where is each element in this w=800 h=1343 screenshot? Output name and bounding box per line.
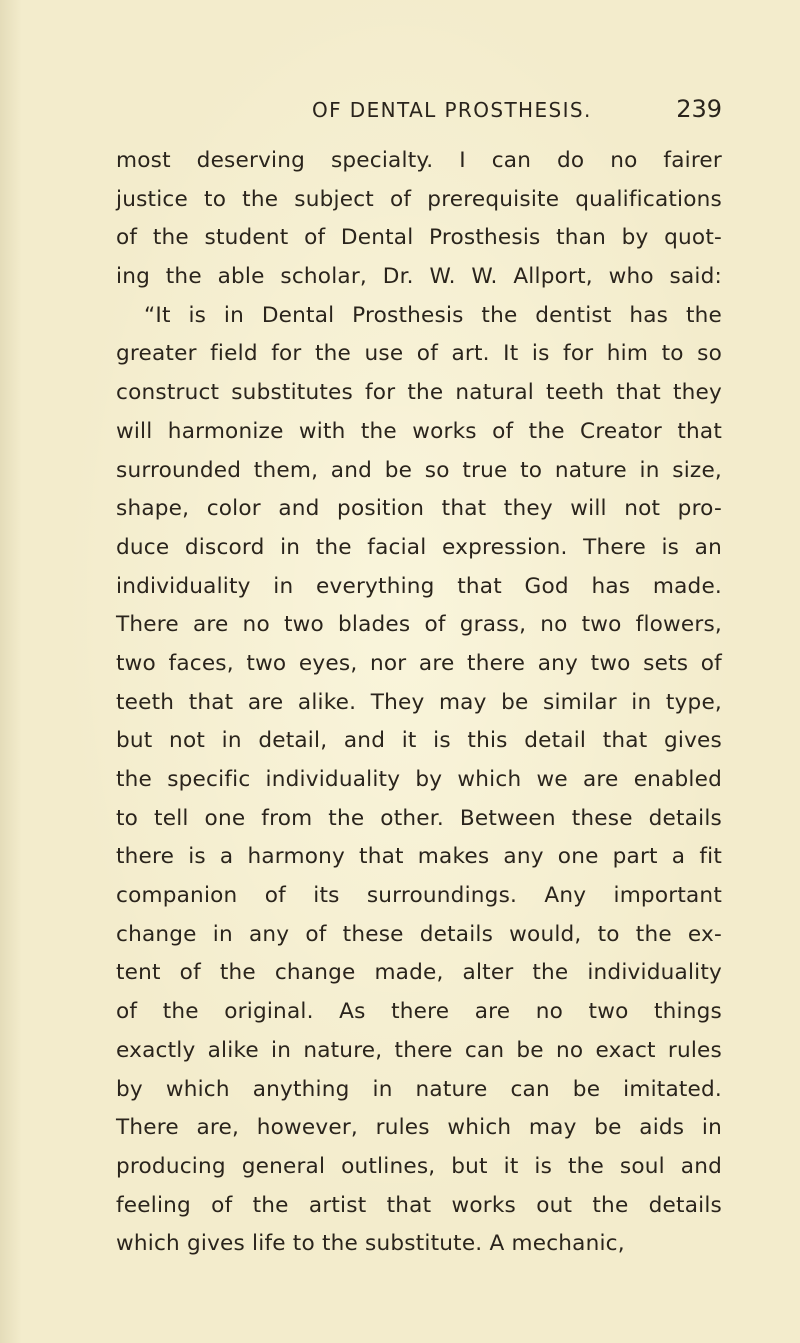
running-head [312,95,722,138]
text-line: change in any of these details would, to the ex- [116,921,722,947]
text-line: of the original. As there are no two things [116,999,722,1025]
text-line: most deserving specialty. I can do no fairer [116,148,722,173]
text-line: by which anything in nature can be imitated. [116,1076,722,1102]
text-line: companion of its surroundings. Any important [116,883,722,909]
text-line: There are, however, rules which may be aids in [116,1115,722,1141]
text-line: the specific individuality by which we are enabled [116,767,722,792]
text-line: but not in detail, and it is this detail that gives [116,728,722,754]
text-line: two faces, two eyes, nor are there any two sets of [116,650,722,676]
text-line: exactly alike in nature, there can be no exact rules [116,1037,722,1063]
page-number: 239 [676,95,722,123]
text-line: There are no two blades of grass, no two flowers, [116,612,722,638]
text-line: individuality in everything that God has made. [116,573,722,599]
text-line: will harmonize with the works of the Creator that [116,418,722,444]
text-line: of the student of Dental Prosthesis than by quot- [116,225,722,251]
text-line: shape, color and position that they will not pro- [116,496,722,522]
text-line: which gives life to the substitute. A mechanic, [116,1231,625,1257]
text-line: ing the able scholar, Dr. W. W. Allport, who said: [116,264,722,290]
text-line: tent of the change made, alter the individuality [116,960,722,986]
text-line: greater field for the use of art. It is for him to so [116,341,722,367]
text-line: surrounded them, and be so true to nature in size, [116,457,722,483]
text-line: feeling of the artist that works out the details [116,1192,722,1218]
text-line: teeth that are alike. They may be similar in type, [116,689,722,715]
running-title: OF DENTAL PROSTHESIS. [312,98,592,122]
text-line-quote-start: “It is in Dental Prosthesis the dentist has the [144,302,722,328]
text-line: to tell one from the other. Between these details [116,805,722,831]
text-line: justice to the subject of prerequisite qualifications [116,186,722,212]
text-line: there is a harmony that makes any one part a fit [116,844,722,870]
text-line: duce discord in the facial expression. There is an [116,534,722,560]
text-line: producing general outlines, but it is the soul and [116,1153,722,1179]
body-text [116,142,722,1264]
text-line: construct substitutes for the natural teeth that they [116,380,722,406]
